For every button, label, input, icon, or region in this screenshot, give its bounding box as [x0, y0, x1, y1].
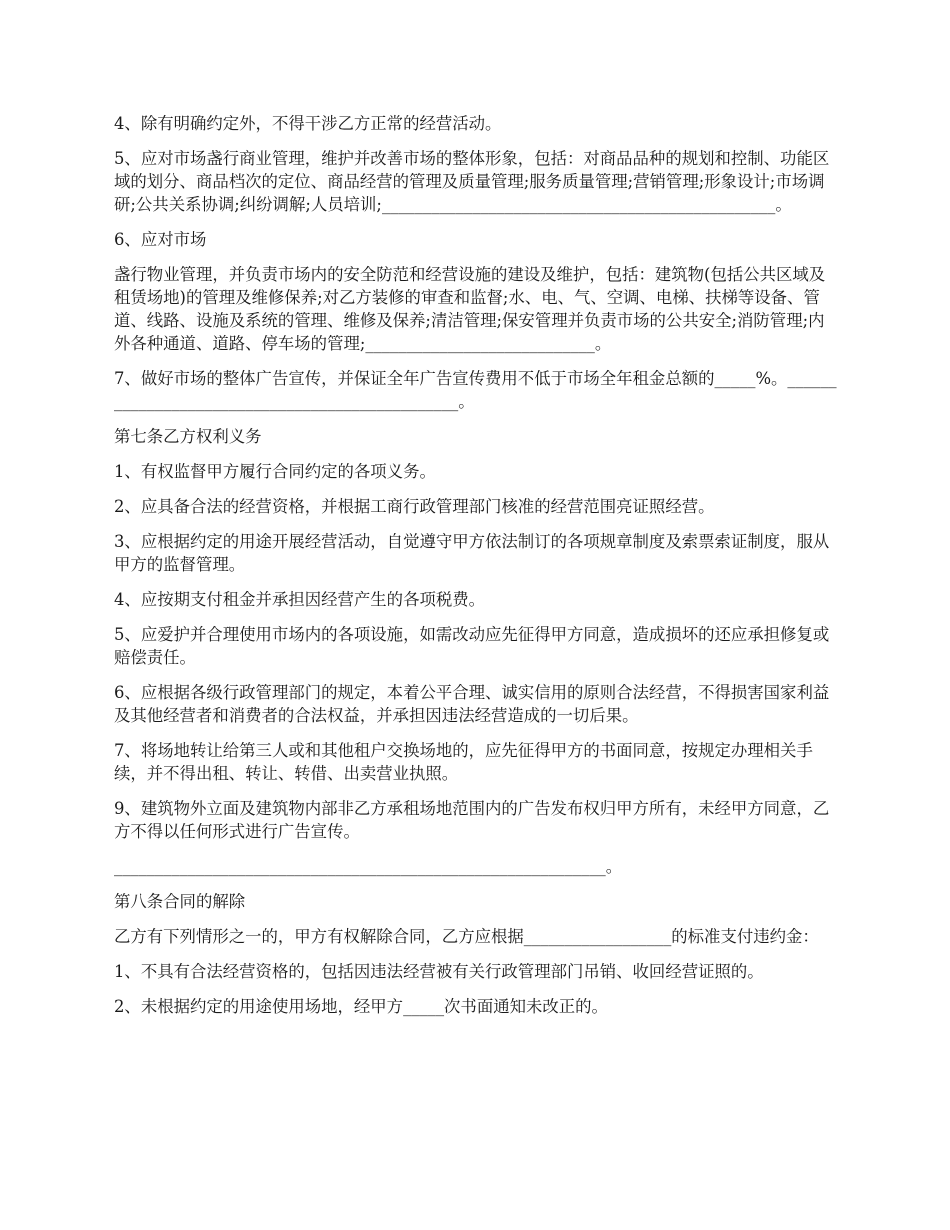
fill-in-blank-line: ____________________________________________________________。	[114, 857, 623, 876]
paragraph-article8-item2: 2、未根据约定的用途使用场地，经甲方_____次书面通知未改正的。	[114, 997, 608, 1016]
paragraph-article8-intro: 乙方有下列情形之一的，甲方有权解除合同，乙方应根据__________________的标准支付违约金：	[114, 927, 819, 946]
paragraph-clause6-item6-head: 6、应对市场	[114, 230, 207, 249]
paragraph-clause6-item4: 4、除有明确约定外，不得干涉乙方正常的经营活动。	[114, 114, 502, 133]
paragraph-clause6-item7: 7、做好市场的整体广告宣传，并保证全年广告宣传费用不低于市场全年租金总额的_____%。________________________________________________。	[114, 369, 837, 411]
paragraph-clause6-item5: 5、应对市场盏行商业管理，维护并改善市场的整体形象，包括：对商品品种的规划和控制、功能区域的划分、商品档次的定位、商品经营的管理及质量管理;服务质量管理;营销管理;形象设计;市场调研;公共关系协调;纠纷调解;人员培训;________________________________________________。	[114, 149, 830, 214]
section-heading-article7: 第七条乙方权利义务	[114, 427, 262, 446]
paragraph-clause6-item6-body: 盏行物业管理，并负责市场内的安全防范和经营设施的建设及维护，包括：建筑物(包括公共区域及租赁场地)的管理及维修保养;对乙方装修的审查和监督;水、电、气、空调、电梯、扶梯等设备、管道、线路、设施及系统的管理、维修及保养;清洁管理;保安管理并负责市场的公共安全;消防管理;内外各种通道、道路、停车场的管理;____________________________。	[114, 265, 826, 353]
paragraph-article7-item9: 9、建筑物外立面及建筑物内部非乙方承租场地范围内的广告发布权归甲方所有，未经甲方同意，乙方不得以任何形式进行广告宣传。	[114, 799, 830, 841]
paragraph-article7-item2: 2、应具备合法的经营资格，并根据工商行政管理部门核准的经营范围亮证照经营。	[114, 497, 715, 516]
paragraph-article7-item4: 4、应按期支付租金并承担因经营产生的各项税费。	[114, 590, 486, 609]
paragraph-article7-item6: 6、应根据各级行政管理部门的规定，本着公平合理、诚实信用的原则合法经营，不得损害国家利益及其他经营者和消费者的合法权益，并承担因违法经营造成的一切后果。	[114, 683, 830, 725]
section-heading-article8: 第八条合同的解除	[114, 892, 246, 911]
paragraph-article8-item1: 1、不具有合法经营资格的，包括因违法经营被有关行政管理部门吊销、收回经营证照的。	[114, 962, 764, 981]
paragraph-article7-item7: 7、将场地转让给第三人或和其他租户交换场地的，应先征得甲方的书面同意，按规定办理相关手续，并不得出租、转让、转借、出卖营业执照。	[114, 741, 813, 783]
paragraph-article7-item1: 1、有权监督甲方履行合同约定的各项义务。	[114, 462, 436, 481]
paragraph-article7-item5: 5、应爱护并合理使用市场内的各项设施，如需改动应先征得甲方同意，造成损坏的还应承担修复或赔偿责任。	[114, 625, 830, 667]
document-body	[114, 112, 840, 1030]
paragraph-article7-item3: 3、应根据约定的用途开展经营活动，自觉遵守甲方依法制订的各项规章制度及索票索证制度，服从甲方的监督管理。	[114, 532, 830, 574]
